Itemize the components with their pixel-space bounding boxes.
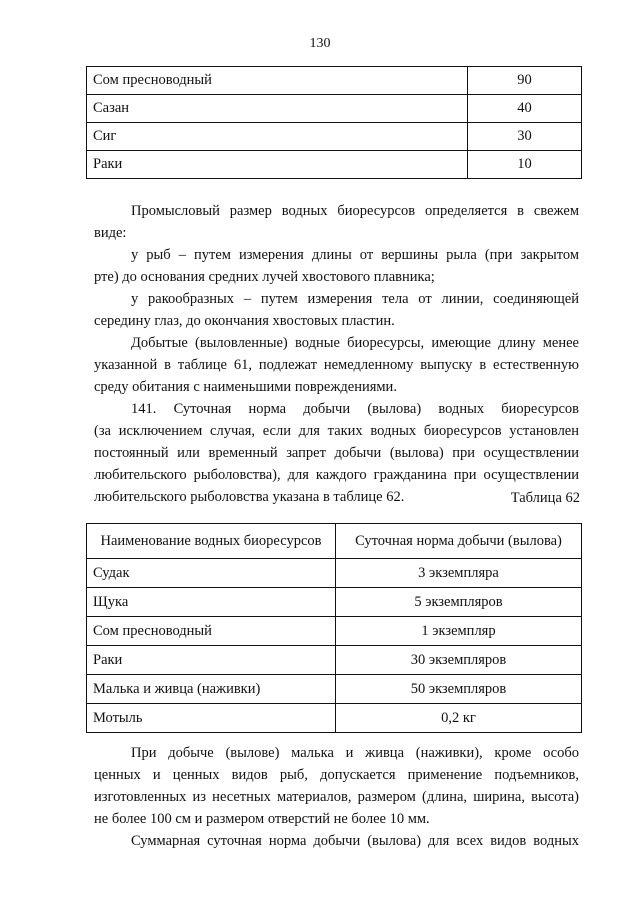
body-line: не более 100 см и размером отверстий не более 10 мм. — [94, 811, 430, 827]
body-line: рте) до основания средних лучей хвостового плавника; — [94, 269, 435, 285]
table-cell-value: 3 экземпляра — [336, 559, 582, 588]
table-row — [87, 646, 582, 675]
table-row — [87, 617, 582, 646]
table-header-cell: Наименование водных биоресурсов — [87, 524, 336, 559]
table-cell-value: 30 экземпляров — [336, 646, 582, 675]
table-header-cell: Суточная норма добычи (вылова) — [336, 524, 582, 559]
table-cell-value: 10 — [468, 151, 582, 179]
body-line: указанной в таблице 61, подлежат немедленному выпуску в естественную — [94, 357, 579, 373]
table-cell-value: 50 экземпляров — [336, 675, 582, 704]
table-row — [87, 67, 582, 95]
table-label: Таблица 62 — [510, 490, 580, 506]
table-62 — [86, 523, 582, 733]
table-cell-value: 90 — [468, 67, 582, 95]
page-number: 130 — [309, 36, 331, 51]
body-line: у рыб – путем измерения длины от вершины рыла (при закрытом — [131, 247, 579, 263]
table-cell-value: 30 — [468, 123, 582, 151]
body-line: Суммарная суточная норма добычи (вылова) для всех видов водных — [131, 833, 579, 849]
body-line: 141. Суточная норма добычи (вылова) водных биоресурсов — [131, 401, 579, 417]
body-line: ценных и ценных видов рыб, допускается применение подъемников, — [94, 767, 579, 783]
table-cell-name: Раки — [87, 646, 336, 675]
body-line: любительского рыболовства указана в таблице 62. — [94, 489, 405, 505]
table-row — [87, 123, 582, 151]
table-top — [86, 66, 582, 179]
table-cell-value: 1 экземпляр — [336, 617, 582, 646]
table-cell-name: Сазан — [87, 95, 468, 123]
table-header-row — [87, 524, 582, 559]
table-cell-name: Малька и живца (наживки) — [87, 675, 336, 704]
table-row — [87, 675, 582, 704]
body-line: (за исключением случая, если для таких водных биоресурсов установлен — [94, 423, 579, 439]
body-line: Промысловый размер водных биоресурсов определяется в свежем — [131, 203, 579, 219]
table-cell-name: Раки — [87, 151, 468, 179]
table-row — [87, 559, 582, 588]
table-cell-name: Судак — [87, 559, 336, 588]
table-cell-name: Сиг — [87, 123, 468, 151]
body-line: изготовленных из несетных материалов, размером (длина, ширина, высота) — [94, 789, 579, 805]
body-line: среду обитания с наименьшими повреждениями. — [94, 379, 397, 395]
table-row — [87, 588, 582, 617]
table-row — [87, 151, 582, 179]
body-line: постоянный или временный запрет добычи (вылова) при осуществлении — [94, 445, 579, 461]
table-cell-value: 40 — [468, 95, 582, 123]
table-cell-name: Щука — [87, 588, 336, 617]
table-cell-value: 5 экземпляров — [336, 588, 582, 617]
body-line: у ракообразных – путем измерения тела от линии, соединяющей — [131, 291, 579, 307]
body-line: При добыче (вылове) малька и живца (наживки), кроме особо — [131, 745, 579, 761]
table-cell-name: Мотыль — [87, 704, 336, 733]
table-cell-name: Сом пресноводный — [87, 67, 468, 95]
table-cell-name: Сом пресноводный — [87, 617, 336, 646]
table-row — [87, 95, 582, 123]
body-line: Добытые (выловленные) водные биоресурсы, имеющие длину менее — [131, 335, 579, 351]
body-line: любительского рыболовства), для каждого гражданина при осуществлении — [94, 467, 579, 483]
body-line: середину глаз, до окончания хвостовых пластин. — [94, 313, 395, 329]
table-cell-value: 0,2 кг — [336, 704, 582, 733]
body-line: виде: — [94, 225, 127, 241]
table-row — [87, 704, 582, 733]
